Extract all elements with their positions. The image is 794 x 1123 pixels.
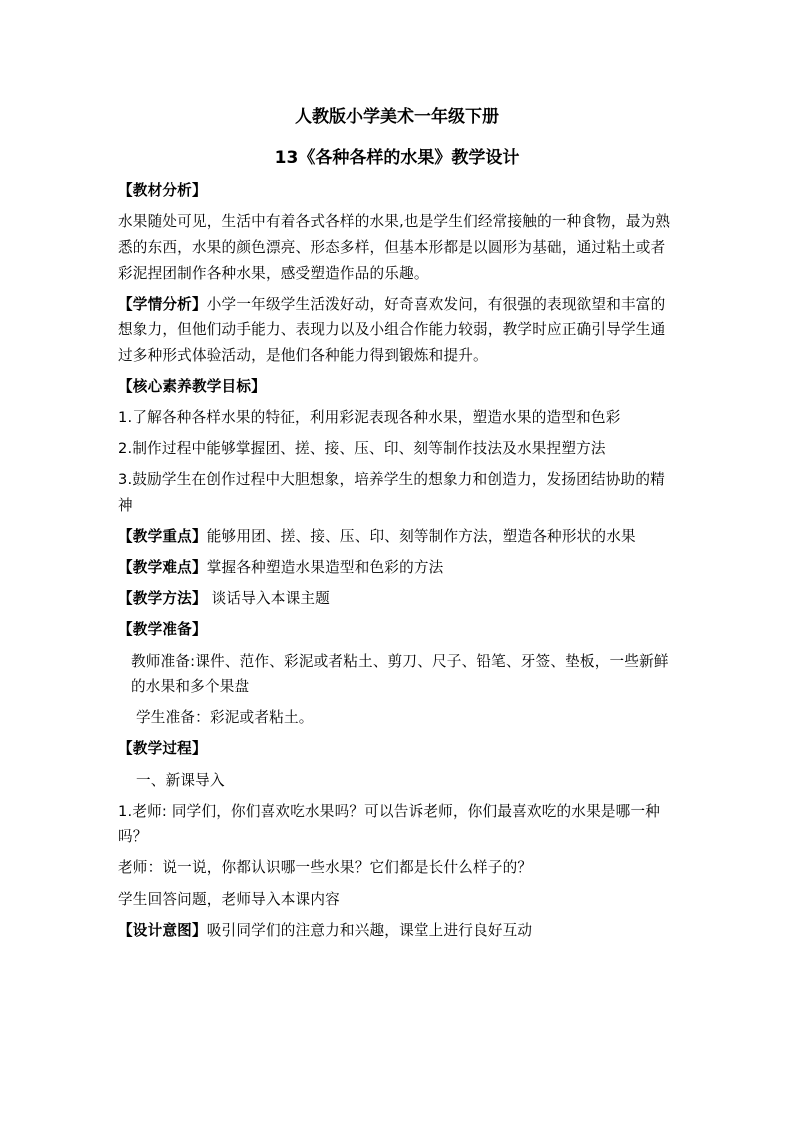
difficulty-paragraph — [118, 555, 678, 581]
goal-item-3: 3.鼓励学生在创作过程中大胆想象，培养学生的想象力和创造力，发扬团结协助的精神 — [118, 471, 665, 515]
key-point-text: 能够用团、搓、接、压、印、刻等制作方法，塑造各种形状的水果 — [206, 528, 636, 546]
difficulty-heading: 【教学难点】 — [118, 559, 207, 577]
analysis-paragraph: 水果随处可见，生活中有着各式各样的水果,也是学生们经常接触的一种食物，最为熟悉的东西，水果的颜色漂亮、形态多样，但基本形都是以圆形为基础，通过粘土或者彩泥捏团制作各种水果，感受塑造作品的乐趣。 — [118, 213, 671, 282]
document-body — [118, 178, 678, 949]
design-intent-paragraph — [118, 918, 678, 944]
method-text: 谈话导入本课主题 — [206, 590, 330, 608]
goals-heading: 【核心素养教学目标】 — [118, 378, 266, 396]
student-analysis-paragraph — [118, 292, 678, 369]
process-question-2: 老师：说一说，你都认识哪一些水果？它们都是长什么样子的？ — [118, 859, 533, 877]
document-title: 人教版小学美术一年级下册 — [295, 107, 499, 127]
goal-item-1: 1.了解各种各样水果的特征，利用彩泥表现各种水果，塑造水果的造型和色彩 — [118, 409, 621, 427]
method-paragraph — [118, 586, 678, 612]
process-question-3: 学生回答问题，老师导入本课内容 — [118, 890, 340, 908]
goal-item-2: 2.制作过程中能够掌握团、搓、接、压、印、刻等制作技法及水果捏塑方法 — [118, 440, 606, 458]
teacher-preparation: 教师准备:课件、范作、彩泥或者粘土、剪刀、尺子、铅笔、牙签、垫板，一些新鲜的水果和多个果盘 — [131, 652, 669, 696]
document-subtitle: 13《各种各样的水果》教学设计 — [274, 148, 520, 168]
student-analysis-heading: 【学情分析】 — [118, 295, 207, 313]
analysis-heading: 【教材分析】 — [118, 182, 207, 199]
key-point-paragraph — [118, 524, 678, 550]
difficulty-text: 掌握各种塑造水果造型和色彩的方法 — [206, 559, 444, 577]
key-point-heading: 【教学重点】 — [118, 528, 207, 546]
design-intent-text: 吸引同学们的注意力和兴趣，课堂上进行良好互动 — [206, 921, 533, 939]
method-heading: 【教学方法】 — [118, 590, 207, 608]
process-step-1: 一、新课导入 — [136, 771, 225, 789]
design-intent-heading: 【设计意图】 — [118, 921, 207, 939]
process-heading: 【教学过程】 — [118, 740, 207, 758]
preparation-heading: 【教学准备】 — [118, 621, 207, 639]
process-question-1: 1.老师: 同学们，你们喜欢吃水果吗？可以告诉老师，你们最喜欢吃的水果是哪一种吗？ — [118, 802, 661, 846]
student-preparation: 学生准备：彩泥或者粘土。 — [136, 709, 314, 727]
student-analysis-text: 小学一年级学生活泼好动，好奇喜欢发问，有很强的表现欲望和丰富的想象力，但他们动手能力、表现力以及小组合作能力较弱，教学时应正确引导学生通过多种形式体验活动，是他们各种能力得到锻炼和提升。 — [118, 295, 666, 364]
